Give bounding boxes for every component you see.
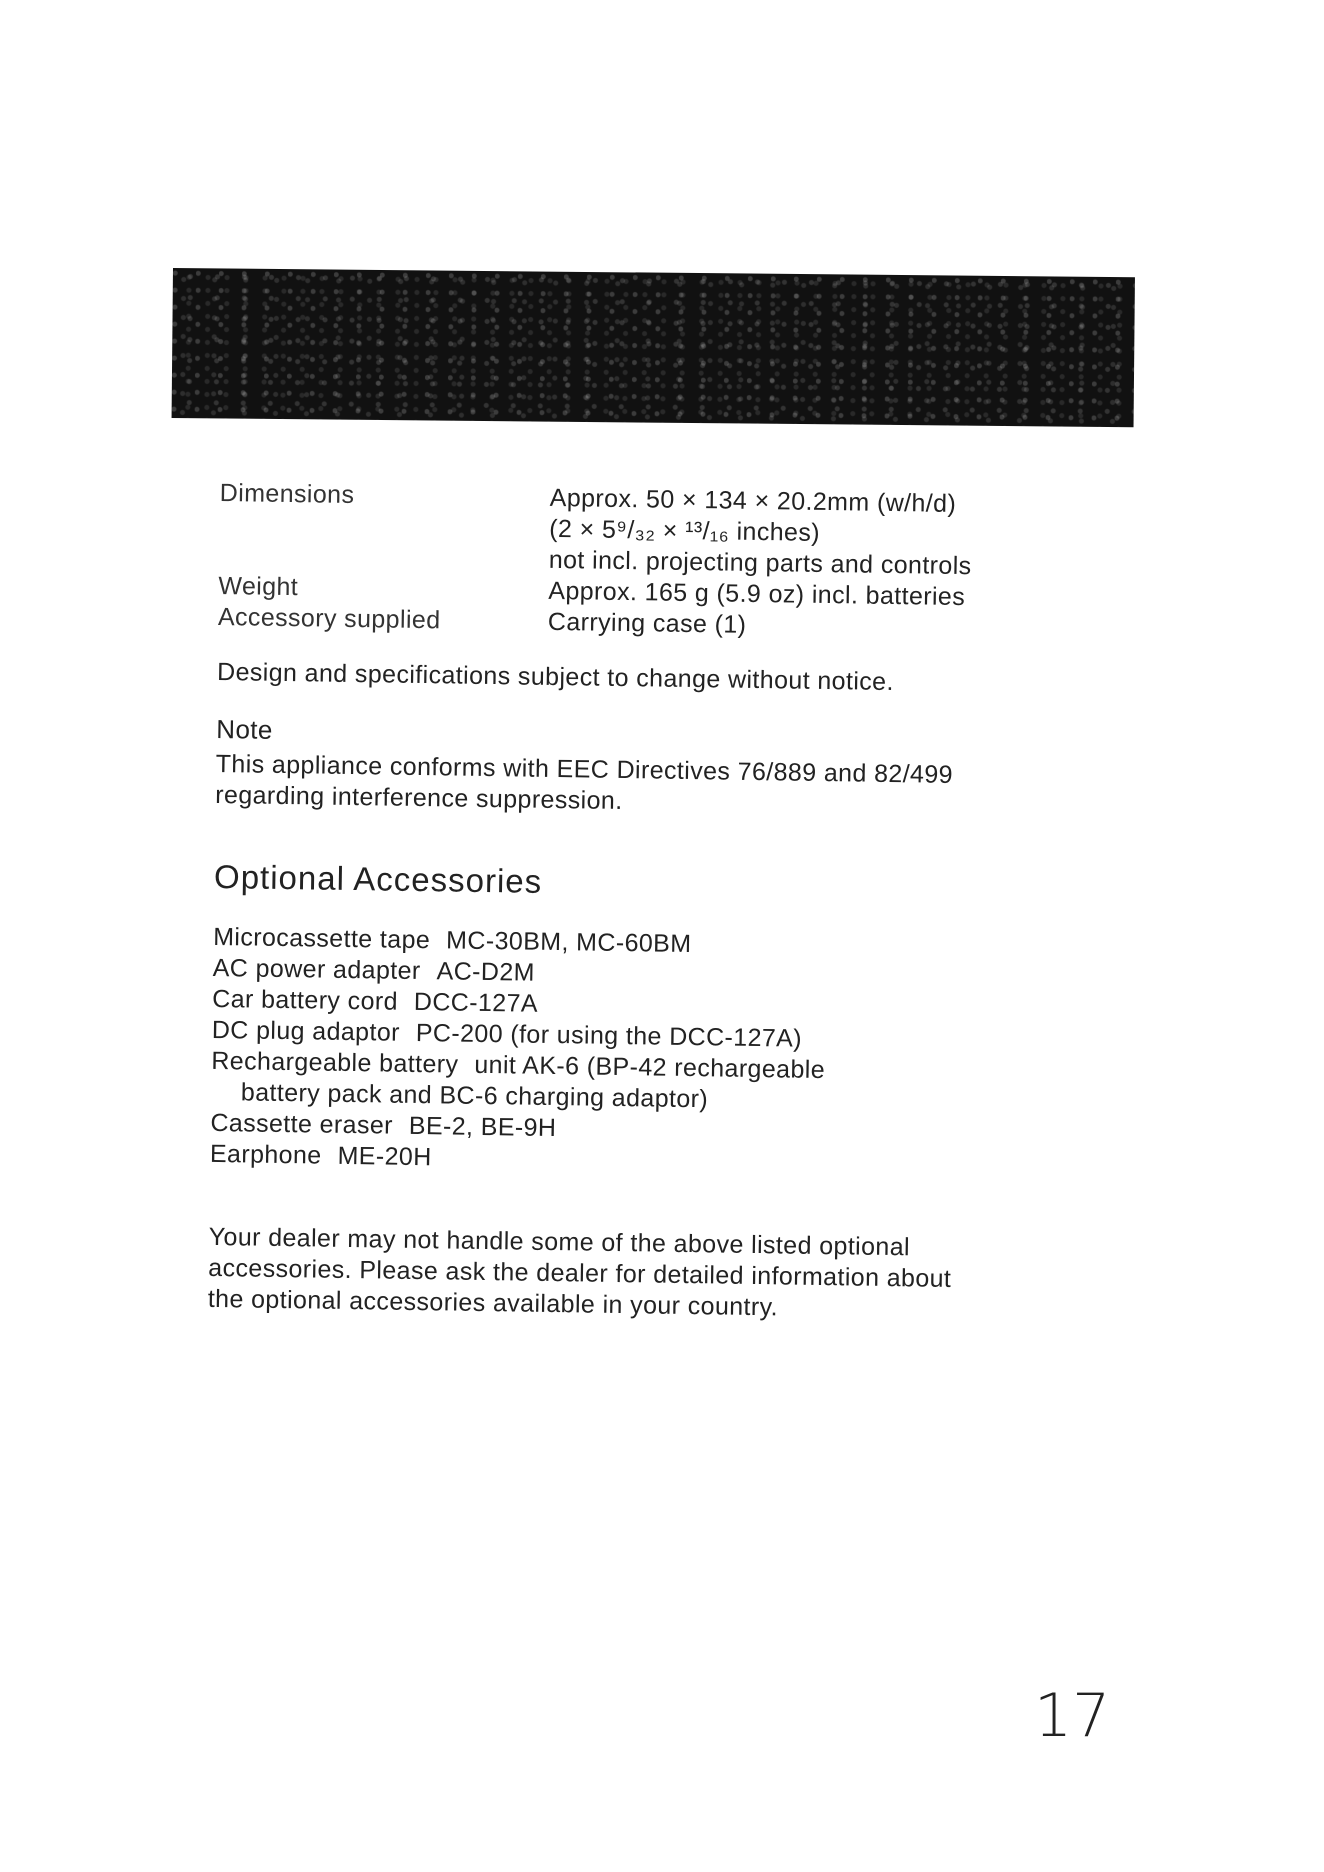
optional-accessories-title: Optional Accessories — [213, 857, 543, 900]
note-text — [215, 749, 1086, 824]
dealer-line-3: the optional accessories available in your country. — [207, 1284, 779, 1322]
section-header-bar — [172, 268, 1135, 427]
accessory-value: AC-D2M — [436, 957, 536, 987]
accessory-name: Car battery cord — [212, 984, 399, 1016]
accessory-value: BE-2, BE-9H — [408, 1111, 557, 1143]
accessory-supplied-label: Accessory supplied — [217, 602, 441, 635]
dimensions-line-2: (2 × 5⁹/₃₂ × ¹³/₁₆ inches) — [549, 514, 821, 547]
accessory-name: Microcassette tape — [212, 922, 431, 955]
accessory-name: DC plug adaptor — [211, 1015, 401, 1047]
weight-label: Weight — [218, 571, 299, 602]
note-heading: Note — [216, 713, 274, 745]
accessory-value: DCC-127A — [413, 987, 539, 1018]
dimensions-line-3: not incl. projecting parts and controls — [548, 545, 972, 581]
dimensions-value — [549, 483, 1090, 584]
dealer-paragraph — [208, 1222, 1079, 1328]
note-line-1: This appliance conforms with EEC Directives 76/889 and 82/499 — [215, 749, 954, 789]
accessory-value: battery pack and BC-6 charging adaptor) — [240, 1078, 709, 1114]
accessory-value: MC-30BM, MC-60BM — [445, 926, 692, 959]
accessory-value: unit AK-6 (BP-42 rechargeable — [474, 1050, 826, 1085]
accessory-name: Rechargeable battery — [211, 1046, 459, 1079]
dimensions-label: Dimensions — [219, 478, 355, 509]
accessory-name: Cassette eraser — [210, 1108, 394, 1140]
accessory-supplied-text: Carrying case (1) — [547, 607, 747, 639]
weight-text: Approx. 165 g (5.9 oz) incl. batteries — [548, 576, 966, 612]
accessory-value: ME-20H — [337, 1141, 432, 1172]
dealer-line-2: accessories. Please ask the dealer for detailed information about — [208, 1253, 952, 1293]
note-line-2: regarding interference suppression. — [215, 780, 623, 816]
accessory-name: Earphone — [209, 1139, 322, 1170]
specifications-table — [218, 478, 1090, 646]
accessory-name: AC power adapter — [212, 953, 421, 986]
accessory-supplied-value — [548, 607, 1088, 646]
optional-accessories-list — [210, 922, 1084, 1183]
dealer-line-1: Your dealer may not handle some of the above listed optional — [208, 1222, 911, 1262]
accessory-value: PC-200 (for using the DCC-127A) — [415, 1018, 803, 1053]
dimensions-line-1: Approx. 50 × 134 × 20.2mm (w/h/d) — [549, 483, 957, 518]
page-number: 17 — [1034, 1681, 1111, 1751]
design-notice: Design and specifications subject to change without notice. — [216, 657, 895, 697]
page-content — [208, 478, 1090, 1328]
